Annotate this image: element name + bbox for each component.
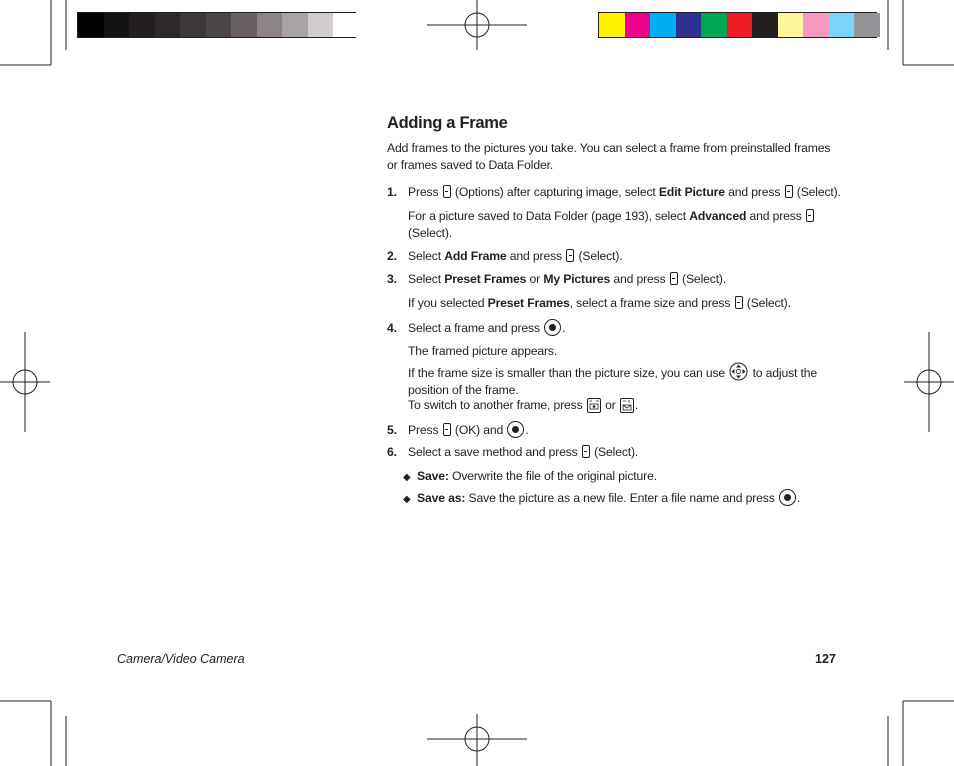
center-key-icon <box>507 421 524 438</box>
step-1-note: For a picture saved to Data Folder (page 193), select Advanced and press (Select). <box>408 208 838 242</box>
soft-key-icon <box>670 272 678 285</box>
step-4-note-3: To switch to another frame, press or . <box>408 398 639 412</box>
grayscale-color-bar <box>77 12 356 38</box>
step-1: 1. Press (Options) after capturing image, select Edit Picture and press (Select). <box>387 185 841 199</box>
center-key-icon <box>779 489 796 506</box>
diamond-bullet-icon: ◆ <box>403 472 411 483</box>
color-swatch-6 <box>727 13 753 37</box>
gray-swatch-8 <box>257 13 283 37</box>
color-swatch-10 <box>829 13 855 37</box>
gray-swatch-9 <box>282 13 308 37</box>
bullet-save-as: ◆ Save as: Save the picture as a new file. Enter a file name and press . <box>403 489 800 508</box>
page-number: 127 <box>815 652 836 666</box>
step-4: 4. Select a frame and press . <box>387 321 566 335</box>
color-swatch-4 <box>676 13 702 37</box>
gray-swatch-5 <box>180 13 206 37</box>
process-color-bar <box>598 12 877 38</box>
color-swatch-11 <box>854 13 880 37</box>
color-swatch-5 <box>701 13 727 37</box>
gray-swatch-1 <box>78 13 104 37</box>
nav-key-icon <box>729 362 748 381</box>
soft-key-icon <box>785 185 793 198</box>
mail-key-icon <box>620 398 634 413</box>
intro-paragraph: Add frames to the pictures you take. You can select a frame from preinstalled frames or frames saved to Data Folder. <box>387 141 831 172</box>
soft-key-icon <box>582 445 590 458</box>
gray-swatch-4 <box>155 13 181 37</box>
step-4-note-2: If the frame size is smaller than the picture size, you can use to adjust the position of the frame. <box>408 362 823 399</box>
soft-key-icon <box>566 249 574 262</box>
color-swatch-8 <box>778 13 804 37</box>
gray-swatch-3 <box>129 13 155 37</box>
gray-swatch-7 <box>231 13 257 37</box>
soft-key-icon <box>806 209 814 222</box>
step-5: 5. Press (OK) and . <box>387 423 529 437</box>
step-3-note: If you selected Preset Frames, select a frame size and press (Select). <box>408 296 791 310</box>
gray-swatch-6 <box>206 13 232 37</box>
gray-swatch-11 <box>333 13 359 37</box>
color-swatch-2 <box>625 13 651 37</box>
section-title: Adding a Frame <box>387 114 508 132</box>
camera-key-icon <box>587 398 601 413</box>
footer-section-name: Camera/Video Camera <box>117 652 245 666</box>
color-swatch-9 <box>803 13 829 37</box>
step-3: 3. Select Preset Frames or My Pictures and press (Select). <box>387 272 727 286</box>
soft-key-icon <box>443 185 451 198</box>
step-6: 6. Select a save method and press (Select). <box>387 445 639 459</box>
color-swatch-7 <box>752 13 778 37</box>
soft-key-icon <box>735 296 743 309</box>
gray-swatch-2 <box>104 13 130 37</box>
color-swatch-3 <box>650 13 676 37</box>
diamond-bullet-icon: ◆ <box>403 494 411 505</box>
bullet-save: ◆ Save: Overwrite the file of the original picture. <box>403 468 657 486</box>
center-key-icon <box>544 319 561 336</box>
step-4-note-1: The framed picture appears. <box>408 344 558 358</box>
soft-key-icon <box>443 423 451 436</box>
color-swatch-1 <box>599 13 625 37</box>
gray-swatch-10 <box>308 13 334 37</box>
step-2: 2. Select Add Frame and press (Select). <box>387 249 623 263</box>
